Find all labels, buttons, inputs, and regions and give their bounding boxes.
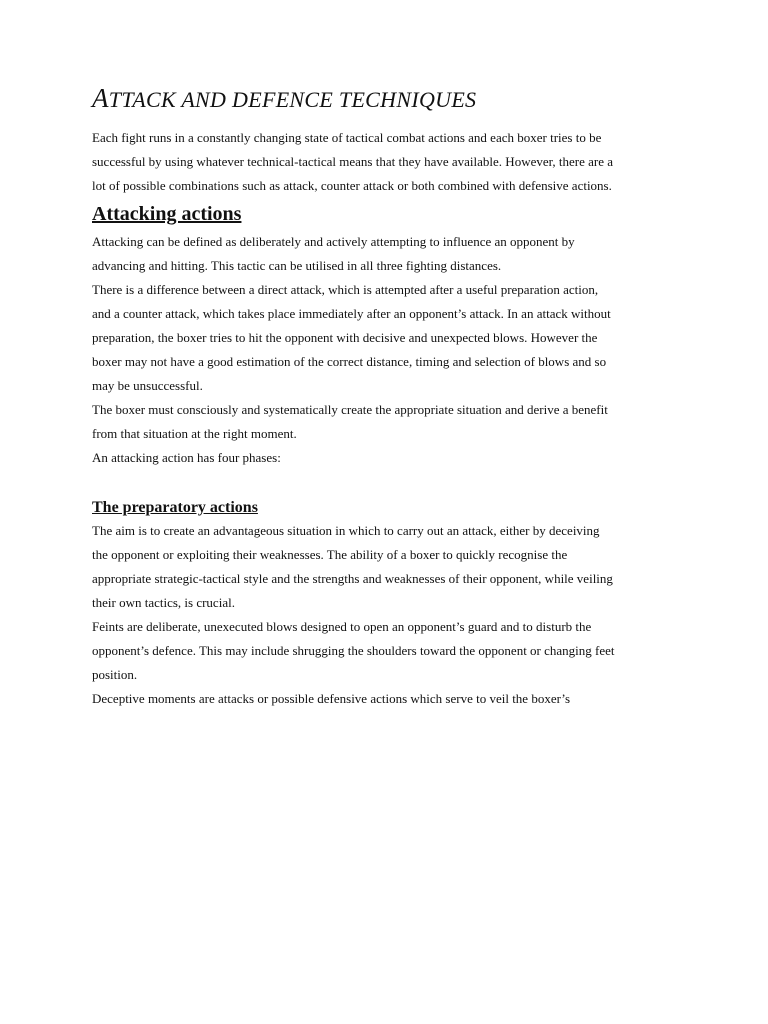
intro-line: successful by using whatever technical-tactical means that they have available. However, there are a (92, 153, 614, 169)
body-line: their own tactics, is crucial. (92, 594, 235, 610)
body-line: An attacking action has four phases: (92, 449, 281, 465)
body-line: from that situation at the right moment. (92, 425, 297, 441)
body-line: Attacking can be defined as deliberately and actively attempting to influence an opponent by (92, 233, 575, 249)
title-rest: TTACK AND DEFENCE TECHNIQUES (108, 87, 477, 112)
body-line: preparation, the boxer tries to hit the opponent with decisive and unexpected blows. However the (92, 329, 598, 345)
body-line: position. (92, 666, 138, 682)
document-page (92, 84, 676, 715)
body-line: may be unsuccessful. (92, 377, 203, 393)
document-title (92, 84, 676, 114)
body-line: the opponent or exploiting their weaknesses. The ability of a boxer to quickly recognise the (92, 546, 568, 562)
body-line: opponent’s defence. This may include shrugging the shoulders toward the opponent or changing feet (92, 642, 615, 658)
body-line: advancing and hitting. This tactic can be utilised in all three fighting distances. (92, 257, 502, 273)
body-line: boxer may not have a good estimation of the correct distance, timing and selection of blows and so (92, 353, 607, 369)
preparatory-actions-section (92, 498, 676, 707)
body-line: The boxer must consciously and systematically create the appropriate situation and derive a benefit (92, 401, 608, 417)
title-initial: A (92, 83, 109, 113)
body-line: Deceptive moments are attacks or possible defensive actions which serve to veil the boxer’s (92, 690, 571, 706)
intro-line: Each fight runs in a constantly changing state of tactical combat actions and each boxer tries to be (92, 129, 602, 145)
intro-section (92, 130, 676, 194)
attacking-actions-section (92, 202, 676, 466)
intro-line: lot of possible combinations such as attack, counter attack or both combined with defensive actions. (92, 177, 612, 193)
subsection-heading: The preparatory actions (92, 498, 258, 516)
section-heading: Attacking actions (92, 202, 242, 225)
body-line: Feints are deliberate, unexecuted blows designed to open an opponent’s guard and to disturb the (92, 618, 592, 634)
body-line: and a counter attack, which takes place immediately after an opponent’s attack. In an attack without (92, 305, 611, 321)
body-line: appropriate strategic-tactical style and the strengths and weaknesses of their opponent, while veiling (92, 570, 613, 586)
body-line: The aim is to create an advantageous situation in which to carry out an attack, either by deceiving (92, 522, 600, 538)
body-line: There is a difference between a direct attack, which is attempted after a useful preparation action, (92, 281, 599, 297)
